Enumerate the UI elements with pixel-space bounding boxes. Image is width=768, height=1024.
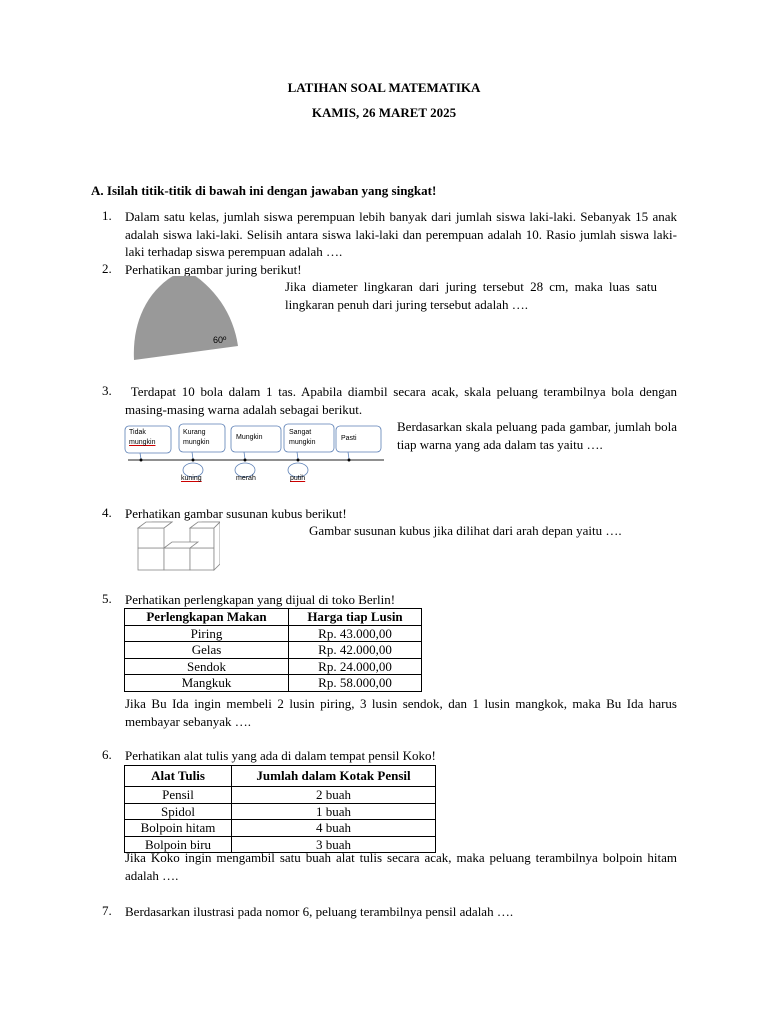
q1-text: Dalam satu kelas, jumlah siswa perempuan lebih banyak dari jumlah siswa laki-laki. Sebanyak 15 anak adalah siswa laki-laki. Selisih antara siswa laki-laki dan perempuan adalah 10. Rasio jumlah siswa laki-laki terhadap siswa perempuan adalah …. — [125, 209, 677, 259]
q6-cell-count: 4 buah — [232, 820, 436, 837]
q2-intro: Perhatikan gambar juring berikut! — [125, 262, 302, 277]
q5-text: Jika Bu Ida ingin membeli 2 lusin piring, 3 lusin sendok, dan 1 lusin mangkok, maka Bu Ida harus membayar sebanyak …. — [125, 696, 677, 729]
q3-side-text: Berdasarkan skala peluang pada gambar, jumlah bola tiap warna yang ada dalam tas yaitu …. — [397, 419, 677, 452]
cube-arrangement — [134, 520, 220, 572]
q5-header-price: Harga tiap Lusin — [289, 609, 422, 626]
scale-label-1b: mungkin — [129, 439, 156, 446]
q6-cell-item: Pensil — [125, 787, 232, 804]
q5-intro: Perhatikan perlengkapan yang dijual di toko Berlin! — [125, 592, 396, 607]
table-row — [125, 642, 422, 659]
page-date: KAMIS, 26 MARET 2025 — [311, 105, 457, 120]
sector-angle-label: 60º — [213, 335, 227, 345]
table-row — [125, 658, 422, 675]
q6-header-item: Alat Tulis — [125, 766, 232, 787]
table-row — [125, 675, 422, 692]
q5-cell-item: Mangkuk — [125, 675, 289, 692]
q6-number: 6. — [102, 747, 112, 762]
q6-cell-item: Spidol — [125, 803, 232, 820]
scale-label-2b: mungkin — [183, 439, 210, 446]
q4-intro: Perhatikan gambar susunan kubus berikut! — [125, 506, 347, 521]
section-a-heading: A. Isilah titik-titik di bawah ini dengan jawaban yang singkat! — [91, 183, 437, 198]
q6-intro: Perhatikan alat tulis yang ada di dalam tempat pensil Koko! — [125, 748, 436, 763]
q5-cell-price: Rp. 43.000,00 — [289, 625, 422, 642]
q2-text: Jika diameter lingkaran dari juring tersebut 28 cm, maka luas satu lingkaran penuh dari juring tersebut adalah …. — [285, 279, 657, 312]
scale-label-5a: Pasti — [341, 435, 357, 442]
ball-label-kuning: kuning — [181, 475, 202, 482]
q6-stationery-table — [124, 765, 436, 853]
scale-label-3a: Mungkin — [236, 434, 263, 441]
scale-label-1a: Tidak — [129, 429, 146, 436]
sector-shape — [134, 276, 238, 360]
q3-number: 3. — [102, 383, 112, 398]
q5-price-table — [124, 608, 422, 692]
page-title: LATIHAN SOAL MATEMATIKA — [287, 80, 481, 95]
q1-number: 1. — [102, 208, 112, 223]
table-row — [125, 803, 436, 820]
q5-header-item: Perlengkapan Makan — [125, 609, 289, 626]
q5-cell-price: Rp. 24.000,00 — [289, 658, 422, 675]
q6-cell-count: 1 buah — [232, 803, 436, 820]
q5-cell-price: Rp. 42.000,00 — [289, 642, 422, 659]
q5-cell-item: Piring — [125, 625, 289, 642]
q3-text: Terdapat 10 bola dalam 1 tas. Apabila diambil secara acak, skala peluang terambilnya bola dengan masing-masing warna adalah sebagai berikut. — [125, 384, 681, 417]
q2-number: 2. — [102, 261, 112, 276]
scale-label-2a: Kurang — [183, 429, 206, 436]
scale-label-4b: mungkin — [289, 439, 316, 446]
q7-number: 7. — [102, 903, 112, 918]
q5-cell-price: Rp. 58.000,00 — [289, 675, 422, 692]
sector-diagram — [128, 276, 243, 366]
q7-text: Berdasarkan ilustrasi pada nomor 6, peluang terambilnya pensil adalah …. — [125, 904, 514, 919]
table-row — [125, 787, 436, 804]
ball-label-putih: putih — [290, 475, 306, 482]
q4-side-text: Gambar susunan kubus jika dilihat dari arah depan yaitu …. — [309, 523, 622, 538]
q4-number: 4. — [102, 505, 112, 520]
q6-cell-count: 3 buah — [232, 836, 436, 853]
table-row — [125, 625, 422, 642]
q6-header-count: Jumlah dalam Kotak Pensil — [232, 766, 436, 787]
q5-cell-item: Gelas — [125, 642, 289, 659]
q6-cell-item: Bolpoin hitam — [125, 820, 232, 837]
q6-cell-count: 2 buah — [232, 787, 436, 804]
q5-cell-item: Sendok — [125, 658, 289, 675]
scale-label-4a: Sangat — [289, 429, 312, 436]
q5-number: 5. — [102, 591, 112, 606]
q6-cell-item: Bolpoin biru — [125, 836, 232, 853]
table-row — [125, 820, 436, 837]
ball-label-merah: merah — [236, 475, 256, 482]
q6-text: Jika Koko ingin mengambil satu buah alat tulis secara acak, maka peluang terambilnya bolpoin hitam adalah …. — [125, 850, 677, 883]
